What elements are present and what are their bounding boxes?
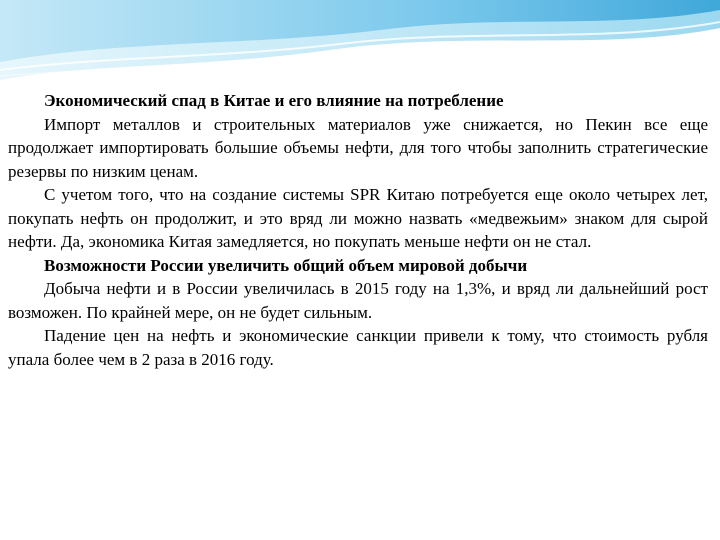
section-heading-china: Экономический спад в Китае и его влияние на потребление xyxy=(44,91,504,110)
paragraph-spr: С учетом того, что на создание системы SPR Китаю потребуется еще около четырех лет, покупать нефть он продолжит, и это вряд ли можно назвать «медвежьим» знаком для сырой нефти. Да, экономика Китая замедляется, но покупать меньше нефти он не стал. xyxy=(8,185,708,251)
text-block xyxy=(8,89,708,371)
paragraph-imports: Импорт металлов и строительных материалов уже снижается, но Пекин все еще продолжает импортировать большие объемы нефти, для того чтобы заполнить стратегические резервы по низким ценам. xyxy=(8,114,708,181)
paragraph-russia-output: Добыча нефти и в России увеличилась в 2015 году на 1,3%, и вряд ли дальнейший рост возможен. По крайней мере, он не будет сильным. xyxy=(8,279,708,322)
section-heading-russia: Возможности России увеличить общий объем мировой добычи xyxy=(44,255,528,275)
paragraph-ruble: Падение цен на нефть и экономические санкции привели к тому, что стоимость рубля упала более чем в 2 раза в 2016 году. xyxy=(8,326,708,369)
header-wave-decoration xyxy=(0,0,720,90)
